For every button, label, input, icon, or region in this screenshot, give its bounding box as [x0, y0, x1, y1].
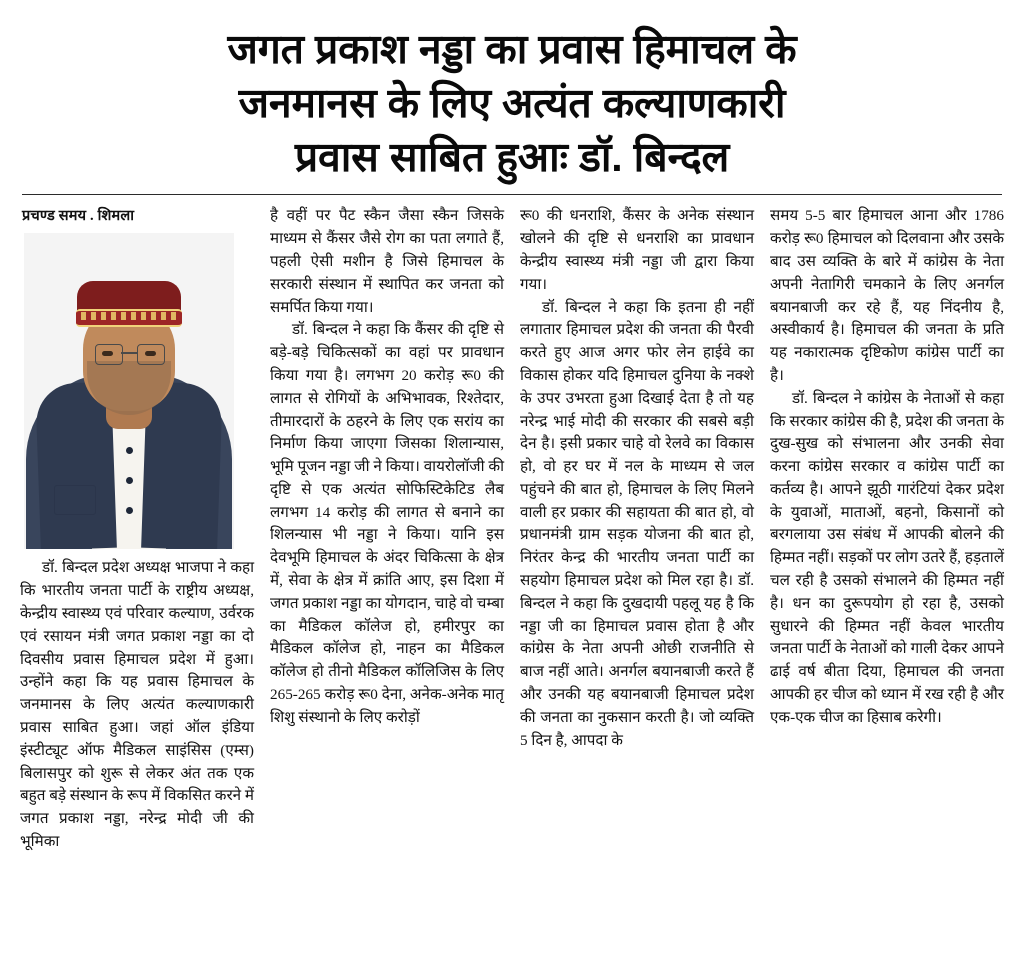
- column-3: [520, 205, 754, 752]
- column-4: [770, 205, 1004, 729]
- headline-line-3: प्रवास साबित हुआः डॉ. बिन्दल: [294, 134, 730, 181]
- photo-eye-left: [102, 351, 113, 356]
- article-columns: [20, 205, 1004, 853]
- paragraph: डॉ. बिन्दल ने कहा कि कैंसर की दृष्टि से बड़े-बड़े चिकित्सकों का वहां पर प्रावधान किया गया है। लगभग 20 करोड़ रू0 की लागत से रोगियों के अभिभावक, रिश्तेदार, तीमारदारों के ठहरने के लिए एक सरांय का निर्माण किया जाएगा जिसका शिलान्यास, भूमि पूजन नड्डा जी ने किया। वायरोलॉजी की दृष्टि से एक अत्यंत सोफिस्टिकेटिड लैब लगभग 14 करोड़ की लागत से बनाने का शिलन्यास भी नड्डा ने किया। यानि इस देवभूमि हिमाचल के अंदर चिकित्सा के क्षेत्र में, सेवा के क्षेत्र में क्रांति आए, इस दिशा में जगत प्रकाश नड्डा का योगदान, चाहे वो चम्बा का मैडिकल कॉलेज हो, हमीरपुर का मैडिकल कॉलेज हो, नाहन का मैडिकल कॉलेज हो तीनो मैडिकल कॉलिजिस के लिए 265-265 करोड़ रू0 देना, अनेक-अनेक मातृ शिशु संस्थानो के लिए करोड़ों: [270, 321, 504, 726]
- byline: प्रचण्ड समय . शिमला: [22, 208, 135, 225]
- column-2: [270, 205, 504, 729]
- photo-vest-button-2: [126, 477, 133, 484]
- headline-divider: [22, 194, 1002, 195]
- portrait-photo: [24, 233, 234, 549]
- column-3-text: [520, 205, 754, 752]
- column-1: [20, 205, 254, 853]
- photo-eye-right: [145, 351, 156, 356]
- column-2-text: [270, 205, 504, 729]
- photo-vest-button-3: [126, 507, 133, 514]
- headline-line-2: जनमानस के लिए अत्यंत कल्याणकारी: [238, 80, 786, 127]
- photo-vest-button-1: [126, 447, 133, 454]
- photo-cap-pattern: [81, 312, 177, 320]
- paragraph: डॉ. बिन्दल ने कांग्रेस के नेताओं से कहा कि सरकार कांग्रेस की है, प्रदेश की जनता के दुख-सुख को संभालना और उनकी सेवा करना कांग्रेस सरकार व कांग्रेस पार्टी का कर्तव्य है। आपने झूठी गारंटियां देकर प्रदेश के युवाओं, माताओं, बहनो, किसानों को बरगलाया उस संबंध में आपकी बोलने की हिम्मत नहीं। सड़कों पर लोग उतरे हैं, हड़तालें चल रही है उसको संभालने की हिम्मत नहीं है। धन का दुरूपयोग हो रहा है, उसको सुधारने की हिम्मत नहीं केवल भारतीय जनता पार्टी के नेताओं को गाली देकर आपने ढाई वर्ष बीता दिया, हिमाचल की जनता आपकी हर चीज को ध्यान में रख रही है और एक-एक चीज का हिसाब करेगी।: [770, 389, 1004, 726]
- column-4-text: [770, 205, 1004, 729]
- paragraph: है वहीं पर पैट स्कैन जैसा स्कैन जिसके माध्यम से कैंसर जैसे रोग का पता लगाते हैं, पहली ऐसी मशीन है जिसे हिमाचल के सरकारी संस्थान में स्थापित कर जनता को समर्पित किया गया।: [270, 207, 504, 316]
- paragraph: समय 5-5 बार हिमाचल आना और 1786 करोड़ रू0 हिमाचल को दिलवाना और उसके बाद उस व्यक्ति के बारे में कांग्रेस के नेता अपनी नेतागिरी चमकाने के लिए अनर्गल बयानबाजी कर रहे हैं, यह निंदनीय है, अस्वीकार्य है। हिमाचल की जनता के प्रति यह नकारात्मक दृष्टिकोण कांग्रेस पार्टी का है।: [770, 207, 1004, 384]
- glasses-bridge-icon: [121, 352, 137, 354]
- paragraph: डॉ. बिन्दल ने कहा कि इतना ही नहीं लगातार हिमाचल प्रदेश की जनता की पैरवी करते हुए आज अगर फोर लेन हाईवे का विकास होकर यदि हिमाचल दुनिया के नक्शे के उपर उभरता हुआ दिखाई देता है तो यह नरेन्द्र भाई मोदी की सरकार की सबसे बड़ी देन है। इसी प्रकार चाहे वो रेलवे का विकास हो, वो हर घर में नल के माध्यम से जल पहुंचने की बात हो, हिमाचल के लिए मिलने वाली हर प्रकार की सहायता की बात हो, वो प्रधानमंत्री ग्राम सड़क योजना की बात हो, निरंतर केन्द्र की भारतीय जनता पार्टी का सहयोग हिमाचल प्रदेश को मिल रहा है। डॉ. बिन्दल ने कहा कि दुखदायी पहलू यह है कि नड्डा जी का हिमाचल प्रवास होता है और कांग्रेस के नेता अपनी ओछी राजनीति से बाज नहीं आते। अनर्गल बयानबाजी करते हैं और उनकी यह बयानबाजी हिमाचल प्रदेश की जनता का नुकसान करती है। जो व्यक्ति 5 दिन है, आपदा के: [520, 298, 754, 749]
- page-title: [26, 22, 998, 184]
- paragraph: डॉ. बिन्दल प्रदेश अध्यक्ष भाजपा ने कहा कि भारतीय जनता पार्टी के राष्ट्रीय अध्यक्ष, केन्द्रीय स्वास्थ्य एवं परिवार कल्याण, उर्वरक एवं रसायन मंत्री जगत प्रकाश नड्डा का दो दिवसीय प्रवास हिमाचल प्रदेश में हुआ। उन्होंने कहा कि यह प्रवास हिमाचल के जनमानस के लिए अत्यंत कल्याणकारी प्रवास साबित हुआ। जहां ऑल इंडिया इंस्टीट्यूट ऑफ मैडिकल साइंसिस (एम्स) बिलासपुर को शुरू से लेकर अंत तक एक बहुत बड़े संस्थान के रूप में विकसित करने में जगत प्रकाश नड्डा, नरेन्द्र मोदी जी की भूमिका: [20, 559, 254, 850]
- photo-container: [20, 233, 254, 549]
- paragraph: रू0 की धनराशि, कैंसर के अनेक संस्थान खोलने की दृष्टि से धनराशि का प्रावधान केन्द्रीय स्वास्थ्य मंत्री नड्डा जी द्वारा किया गया।: [520, 207, 754, 293]
- headline-line-1: जगत प्रकाश नड्डा का प्रवास हिमाचल के: [227, 26, 797, 72]
- photo-vest-pocket: [54, 485, 96, 515]
- column-1-text: [20, 557, 254, 853]
